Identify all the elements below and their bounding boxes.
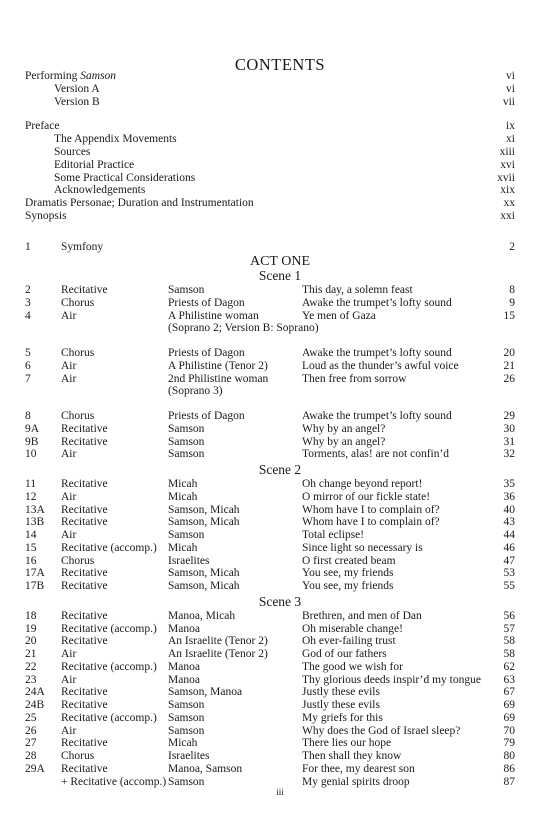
entry-page: 63 — [503, 673, 515, 686]
entry-page: xiii — [499, 145, 515, 158]
table-row — [25, 491, 515, 504]
entry-text: Justly these evils — [302, 699, 380, 711]
entry-page: 80 — [503, 750, 515, 762]
entry-type: Symfony — [61, 241, 104, 253]
entry-type: Recitative — [61, 686, 108, 699]
entry-type: Recitative — [61, 609, 108, 622]
table-row — [25, 504, 515, 517]
entry-page: 67 — [503, 686, 515, 699]
entry-title-text: The Appendix Movements — [54, 133, 177, 146]
entry-page: vii — [502, 95, 515, 108]
entry-number: 28 — [25, 750, 37, 762]
entry-title-text: Sources — [54, 145, 91, 158]
entry-page: xi — [506, 133, 515, 146]
table-row — [25, 360, 515, 373]
entry-title — [25, 70, 116, 83]
entry-text: You see, my friends — [302, 580, 394, 592]
entry-number: 20 — [25, 635, 37, 648]
entry-page: 87 — [503, 775, 515, 788]
entry-text: Then free from sorrow — [302, 372, 407, 385]
entry-character: Micah — [168, 478, 198, 490]
entry-text: This day, a solemn feast — [302, 284, 413, 296]
entry-type: Recitative — [61, 435, 108, 448]
contents-entry — [25, 184, 515, 197]
entry-title — [54, 184, 145, 197]
entry-character: Samson — [168, 435, 205, 448]
contents-entry — [25, 172, 515, 185]
entry-title-italic: Samson — [80, 70, 117, 82]
table-row-continuation — [25, 322, 515, 335]
contents-entry — [25, 159, 515, 172]
table-row — [25, 347, 515, 360]
symfony-entry — [25, 241, 515, 254]
table-row — [25, 737, 515, 750]
entry-character: Priests of Dagon — [168, 347, 245, 359]
entry-title — [25, 197, 254, 210]
entry-number: 24A — [25, 686, 45, 699]
entry-page: 58 — [503, 648, 515, 660]
entry-type: Chorus — [61, 410, 95, 422]
entry-type: Recitative — [61, 699, 108, 711]
entry-type: Air — [61, 529, 77, 541]
entry-number: 17A — [25, 567, 45, 580]
entry-number: 26 — [25, 724, 37, 737]
entry-character: Samson, Micah — [168, 580, 240, 592]
entry-type: Air — [61, 448, 77, 461]
entry-page: xx — [503, 197, 515, 210]
entry-character: An Israelite (Tenor 2) — [168, 635, 268, 648]
entry-number: 3 — [25, 296, 31, 309]
entry-type: Air — [61, 309, 77, 322]
table-row — [25, 310, 515, 323]
entry-title — [54, 96, 100, 109]
entry-type: Recitative — [61, 516, 108, 529]
entry-character: Micah — [168, 490, 198, 503]
entry-number: 16 — [25, 554, 37, 567]
table-row — [25, 529, 515, 542]
table-row — [25, 674, 515, 687]
entry-type: Air — [61, 724, 77, 737]
entry-page: ix — [506, 120, 515, 133]
entry-text: Why does the God of Israel sleep? — [302, 724, 461, 737]
entry-text: O first created beam — [302, 554, 396, 567]
entry-title-text: Some Practical Considerations — [54, 171, 196, 184]
entry-type: Recitative — [61, 503, 108, 516]
scene-table — [25, 478, 515, 593]
entry-character: Samson — [168, 775, 205, 788]
entry-text: You see, my friends — [302, 567, 394, 580]
entry-type: Recitative — [61, 284, 108, 296]
entry-type: Chorus — [61, 347, 95, 359]
entry-page: 40 — [503, 503, 515, 516]
entry-number: 23 — [25, 673, 37, 686]
entry-text: Oh miserable change! — [302, 622, 403, 635]
table-row — [25, 241, 515, 254]
entry-type: Recitative — [61, 422, 108, 435]
entry-character: Samson — [168, 699, 205, 711]
entry-title-text: Synopsis — [25, 209, 67, 222]
entry-type: Chorus — [61, 296, 95, 309]
entry-page: xix — [500, 184, 515, 197]
entry-page: 58 — [503, 635, 515, 648]
entry-voice-note: (Soprano 2; Version B: Soprano) — [168, 322, 319, 335]
entry-page: xvi — [500, 158, 515, 171]
entry-text: Why by an angel? — [302, 435, 386, 448]
entry-character: Samson, Micah — [168, 567, 240, 580]
entry-type: Recitative — [61, 762, 108, 775]
entry-number: 2 — [25, 284, 31, 296]
entry-page: 86 — [503, 762, 515, 775]
entry-number: 7 — [25, 372, 31, 385]
scene-heading: Scene 2 — [258, 462, 302, 477]
entry-title — [54, 159, 134, 172]
spacer — [25, 398, 515, 410]
entry-page: 2 — [509, 241, 515, 253]
entry-text: Thy glorious deeds inspir’d my tongue — [302, 673, 481, 686]
entry-character: Micah — [168, 737, 198, 750]
table-row-continuation — [25, 385, 515, 398]
entry-number: 29A — [25, 762, 45, 775]
entry-character: Samson, Micah — [168, 503, 240, 516]
entry-page: 44 — [503, 529, 515, 541]
spacer — [25, 108, 515, 120]
entry-character: Israelites — [168, 554, 210, 567]
entry-character: Samson, Manoa — [168, 686, 243, 699]
entry-text: Awake the trumpet’s lofty sound — [302, 347, 452, 359]
entry-number: 11 — [25, 478, 37, 490]
entry-number: 25 — [25, 711, 37, 724]
table-row — [25, 284, 515, 297]
spacer — [25, 335, 515, 347]
contents-entry — [25, 133, 515, 146]
scene-heading: Scene 3 — [258, 593, 302, 609]
entry-type: Chorus — [61, 554, 95, 567]
table-row — [25, 436, 515, 449]
entry-number: 6 — [25, 359, 31, 372]
contents-entry — [25, 96, 515, 109]
entry-type: Chorus — [61, 750, 95, 762]
entry-text: Whom have I to complain of? — [302, 503, 440, 516]
entry-character: Priests of Dagon — [168, 296, 245, 309]
table-row — [25, 661, 515, 674]
entry-type: Recitative — [61, 737, 108, 750]
entry-number: 9A — [25, 422, 40, 435]
entry-page: 69 — [503, 711, 515, 724]
entry-page: 29 — [503, 410, 515, 422]
entry-page: 26 — [503, 372, 515, 385]
entry-text: Then shall they know — [302, 750, 402, 762]
entry-character: Samson — [168, 711, 205, 724]
entry-type: Air — [61, 359, 77, 372]
entry-text: Awake the trumpet’s lofty sound — [302, 296, 452, 309]
table-row — [25, 712, 515, 725]
entry-text: Awake the trumpet’s lofty sound — [302, 410, 452, 422]
table-row — [25, 567, 515, 580]
entry-text: Since light so necessary is — [302, 541, 423, 554]
entry-page: 70 — [503, 724, 515, 737]
entry-number: 9B — [25, 435, 39, 448]
entry-number: 17B — [25, 580, 45, 592]
entry-page: vi — [506, 82, 515, 95]
entry-page: 43 — [503, 516, 515, 529]
entry-title-text: Dramatis Personae; Duration and Instrumentation — [25, 197, 254, 210]
entry-number: 27 — [25, 737, 37, 750]
table-row — [25, 699, 515, 712]
act-heading: ACT ONE — [249, 254, 311, 269]
entry-text: Ye men of Gaza — [302, 309, 376, 322]
table-row — [25, 555, 515, 568]
entry-page: 55 — [503, 580, 515, 592]
entry-title-text: Acknowledgements — [54, 184, 146, 197]
entry-title — [25, 120, 59, 133]
entry-number: 14 — [25, 529, 37, 541]
entry-number: 12 — [25, 490, 37, 503]
scene-table — [25, 610, 515, 789]
table-row — [25, 686, 515, 699]
contents-entry — [25, 146, 515, 159]
entry-number: 22 — [25, 660, 37, 673]
contents-entry — [25, 210, 515, 223]
entry-type: Recitative — [61, 478, 108, 490]
table-row — [25, 725, 515, 738]
entry-page: 57 — [503, 622, 515, 635]
entry-page: 53 — [503, 567, 515, 580]
scene-heading: Scene 1 — [258, 268, 302, 283]
entry-title — [54, 133, 177, 146]
entry-page: 15 — [503, 309, 515, 322]
entry-character: Samson — [168, 284, 205, 296]
entry-type: Recitative — [61, 635, 108, 648]
entry-text: My genial spirits droop — [302, 775, 410, 788]
front-matter-list — [25, 70, 515, 223]
entry-number: 19 — [25, 622, 37, 635]
entry-number: 10 — [25, 448, 37, 461]
entry-page: 79 — [503, 737, 515, 750]
entry-type: Air — [61, 648, 77, 660]
entry-text: Brethren, and men of Dan — [302, 609, 422, 622]
entry-voice-note: (Soprano 3) — [168, 385, 223, 398]
entry-number: 1 — [25, 241, 31, 253]
entry-character: Manoa — [168, 673, 200, 686]
entry-number: 15 — [25, 541, 37, 554]
entry-title — [54, 146, 90, 159]
entry-page: 32 — [503, 448, 515, 461]
entry-type: Recitative — [61, 567, 108, 580]
page-number: iii — [276, 787, 284, 797]
entry-text: God of our fathers — [302, 648, 387, 660]
entry-type: + Recitative (accomp.) — [61, 775, 167, 788]
entry-character: 2nd Philistine woman — [168, 372, 269, 385]
table-row — [25, 763, 515, 776]
entry-character: Samson, Micah — [168, 516, 240, 529]
entry-character: Manoa — [168, 660, 200, 673]
contents-entry — [25, 70, 515, 83]
entry-character: Priests of Dagon — [168, 410, 245, 422]
table-row — [25, 750, 515, 763]
entry-text: For thee, my dearest son — [302, 762, 415, 775]
entry-type: Air — [61, 372, 77, 385]
entry-page: 20 — [503, 347, 515, 359]
entry-character: Samson — [168, 724, 205, 737]
entry-character: Israelites — [168, 750, 210, 762]
entry-text: Justly these evils — [302, 686, 380, 699]
entry-number: 21 — [25, 648, 37, 660]
entry-text: The good we wish for — [302, 660, 403, 673]
entry-page: xvii — [497, 171, 515, 184]
entry-page: 31 — [503, 435, 515, 448]
entry-number: 4 — [25, 309, 31, 322]
entry-type: Air — [61, 490, 77, 503]
entry-text: Why by an angel? — [302, 422, 386, 435]
entry-number: 8 — [25, 410, 31, 422]
table-row — [25, 542, 515, 555]
entry-title-text: Version A — [54, 82, 100, 95]
entry-title-text: Preface — [25, 120, 60, 133]
table-row — [25, 635, 515, 648]
contents-entry — [25, 120, 515, 133]
entry-text: Total eclipse! — [302, 529, 365, 541]
entry-character: A Philistine woman — [168, 309, 259, 322]
entry-character: Samson — [168, 448, 205, 461]
entry-text: Torments, alas! are not confin’d — [302, 448, 450, 461]
table-row — [25, 373, 515, 386]
entry-type: Recitative (accomp.) — [61, 622, 157, 635]
entry-page: 69 — [503, 699, 515, 711]
entry-character: An Israelite (Tenor 2) — [168, 648, 268, 660]
table-row — [25, 297, 515, 310]
table-row — [25, 623, 515, 636]
entry-title — [54, 172, 195, 185]
contents-entry — [25, 197, 515, 210]
entry-type: Recitative (accomp.) — [61, 541, 157, 554]
table-row — [25, 478, 515, 491]
table-row — [25, 516, 515, 529]
entry-number: 18 — [25, 609, 37, 622]
table-row — [25, 423, 515, 436]
entry-text: O mirror of our fickle state! — [302, 490, 431, 503]
table-row — [25, 448, 515, 461]
entry-title — [25, 210, 67, 223]
entry-page: 35 — [503, 478, 515, 490]
entry-title-text: Editorial Practice — [54, 158, 135, 171]
entry-number: 13A — [25, 503, 45, 516]
entry-number: 5 — [25, 347, 31, 359]
entry-text: Whom have I to complain of? — [302, 516, 440, 529]
entry-character: Samson — [168, 422, 205, 435]
entry-character: Manoa, Samson — [168, 762, 243, 775]
entry-page: 56 — [503, 609, 515, 622]
table-row — [25, 580, 515, 593]
entry-page: vi — [506, 70, 515, 82]
entry-text: Oh change beyond report! — [302, 478, 423, 490]
entry-title — [54, 83, 100, 96]
entry-page: 8 — [509, 284, 515, 296]
entry-page: 21 — [503, 359, 515, 372]
entry-page: 30 — [503, 422, 515, 435]
entry-text: There lies our hope — [302, 737, 392, 750]
entry-character: Manoa — [168, 622, 200, 635]
entry-number: 13B — [25, 516, 45, 529]
page-title: CONTENTS — [234, 55, 326, 74]
entry-title-text: Performing — [25, 70, 81, 82]
entry-page: 47 — [503, 554, 515, 567]
entry-type: Air — [61, 673, 77, 686]
entry-title-text: Version B — [54, 95, 100, 108]
entry-page: 9 — [509, 296, 515, 309]
contents-entry — [25, 83, 515, 96]
entry-character: Manoa, Micah — [168, 609, 236, 622]
table-row — [25, 648, 515, 661]
entry-character: Samson — [168, 529, 205, 541]
entry-type: Recitative — [61, 580, 108, 592]
table-row — [25, 410, 515, 423]
entry-page: 36 — [503, 490, 515, 503]
entry-number: 24B — [25, 699, 45, 711]
entry-page: xxi — [500, 209, 515, 222]
scene-table — [25, 284, 515, 461]
entry-character: A Philistine (Tenor 2) — [168, 359, 268, 372]
entry-type: Recitative (accomp.) — [61, 711, 157, 724]
entry-page: 62 — [503, 660, 515, 673]
entry-text: Loud as the thunder’s awful voice — [302, 359, 459, 372]
entry-text: Oh ever-failing trust — [302, 635, 396, 648]
entry-text: My griefs for this — [302, 711, 383, 724]
entry-page: 46 — [503, 541, 515, 554]
table-row — [25, 610, 515, 623]
entry-character: Micah — [168, 541, 198, 554]
entry-type: Recitative (accomp.) — [61, 660, 157, 673]
